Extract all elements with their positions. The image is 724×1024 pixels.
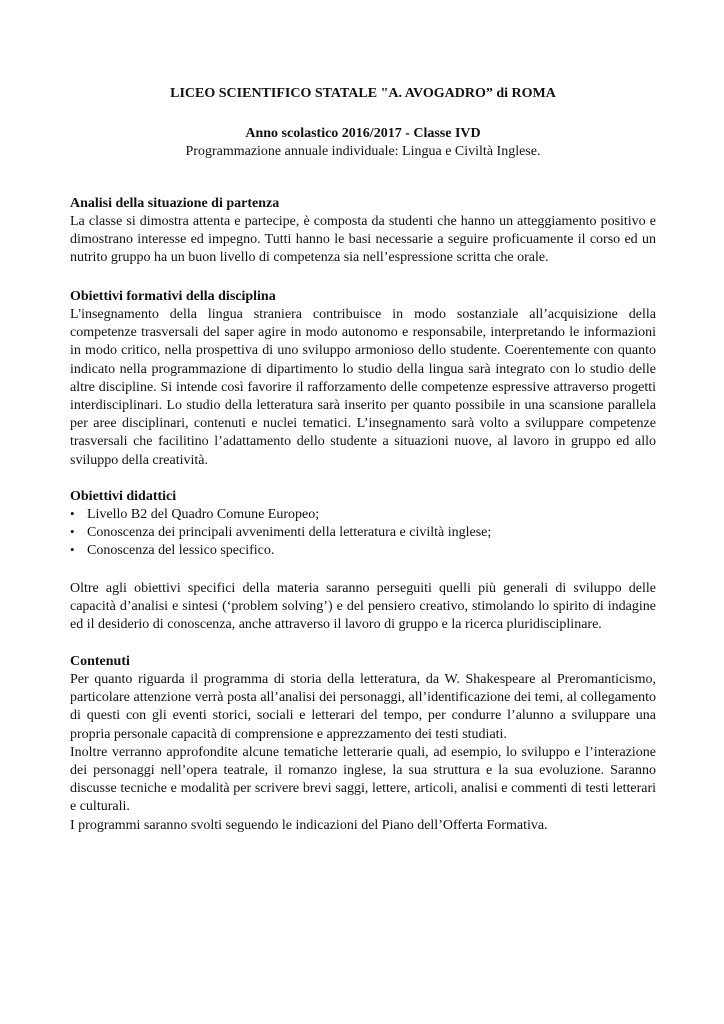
- section-paragraph: Per quanto riguarda il programma di storia della letteratura, da W. Shakespeare al Preromanticismo, particolare attenzione verrà posta all’analisi dei personaggi, all’identificazione dei temi, al collegamento di questi con gli eventi storici, sociali e letterari del tempo, per condurre l’alunno a sviluppare una propria personale capacità di comprensione e apprezzamento dei testi studiati.: [70, 672, 656, 742]
- section-paragraph: Inoltre verranno approfondite alcune tematiche letterarie quali, ad esempio, lo sviluppo e l’interazione dei personaggi nell’opera teatrale, il romanzo inglese, la sua struttura e la sua evoluzione. Saranno discusse tecniche e modalità per scrivere brevi saggi, lettere, articoli, analisi e commenti di testi letterari e culturali.: [70, 744, 656, 815]
- section-paragraph: L'insegnamento della lingua straniera contribuisce in modo sostanziale all’acquisizione della competenze trasversali del saper agire in modo autonomo e responsabile, interpretando le informazioni in modo critico, nella prospettiva di uno sviluppo armonioso dello studente. Coerentemente con quanto indicato nella programmazione di dipartimento lo studio della lingua sarà integrato con lo studio delle altre discipline. Si intende così favorire il rafforzamento delle competenze espressive attraverso progetti interdisciplinari. Lo studio della letteratura sarà inserito per quanto possibile in una scansione parallela per aree disciplinari, contenuti e nuclei tematici. L’insegnamento sarà volto a sviluppare competenze trasversali che facilitino l’adattamento dello studente a situazioni nuove, al lavoro in gruppo ed allo sviluppo della creatività.: [70, 307, 656, 468]
- bullet-icon: •: [70, 506, 75, 521]
- document-subtitle: Programmazione annuale individuale: Lingua e Civiltà Inglese.: [185, 144, 541, 159]
- section-paragraph: La classe si dimostra attenta e partecipe, è composta da studenti che hanno un atteggiamento positivo e dimostrano interesse ed impegno. Tutti hanno le basi necessarie a seguire proficuamente il corso ed un nutrito gruppo ha un buon livello di competenza sia nell’espressione scritta che orale.: [70, 214, 656, 266]
- section-contenuti: [70, 653, 656, 835]
- bullet-icon: •: [70, 524, 75, 540]
- section-altri-obiettivi: [70, 580, 656, 635]
- list-item: • Conoscenza dei principali avvenimenti della letteratura e civiltà inglese;: [70, 524, 492, 541]
- section-heading: Obiettivi didattici: [70, 489, 177, 504]
- section-heading: Obiettivi formativi della disciplina: [70, 289, 276, 304]
- bullet-icon: •: [70, 542, 75, 558]
- list-item: • Conoscenza del lessico specifico.: [70, 542, 275, 559]
- year-class-heading: Anno scolastico 2016/2017 - Classe IVD: [245, 126, 481, 141]
- section-paragraph: I programmi saranno svolti seguendo le indicazioni del Piano dell’Offerta Formativa.: [70, 817, 548, 833]
- section-heading: Analisi della situazione di partenza: [70, 196, 280, 211]
- section-obiettivi-didattici: [70, 488, 656, 561]
- section-heading: Contenuti: [70, 654, 130, 669]
- section-analisi: [70, 195, 656, 268]
- section-obiettivi-formativi: [70, 288, 656, 470]
- section-paragraph: Oltre agli obiettivi specifici della materia saranno perseguiti quelli più generali di sviluppo delle capacità d’analisi e sintesi (‘problem solving’) e del pensiero creativo, stimolando lo spirito di indagine ed il desiderio di conoscenza, anche attraverso il lavoro di gruppo e la ricerca pluridisciplinare.: [70, 581, 656, 633]
- objectives-list: [70, 506, 656, 561]
- school-title: LICEO SCIENTIFICO STATALE "A. AVOGADRO” di ROMA: [170, 86, 556, 101]
- list-item: • Livello B2 del Quadro Comune Europeo;: [70, 506, 320, 522]
